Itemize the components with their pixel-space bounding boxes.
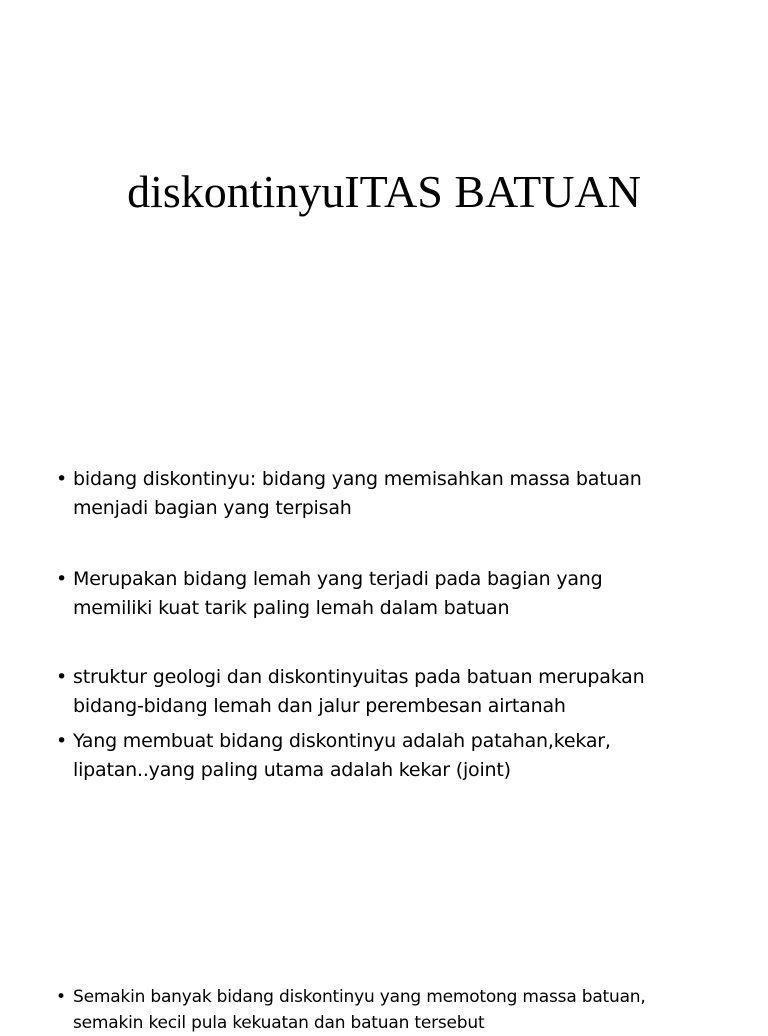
bullet-item-4 — [56, 727, 716, 785]
bullet-marker: • — [56, 666, 68, 688]
bullet-item-2 — [56, 565, 716, 623]
bullet-marker: • — [56, 568, 68, 590]
bullet-text-line: memiliki kuat tarik paling lemah dalam batuan — [73, 597, 510, 619]
bullet-text-line: semakin kecil pula kekuatan dan batuan tersebut — [73, 1013, 485, 1033]
bullet-text-line: Semakin banyak bidang diskontinyu yang memotong massa batuan, — [73, 987, 646, 1007]
bullet-text-line: bidang-bidang lemah dan jalur perembesan airtanah — [73, 695, 566, 717]
bullet-text-line: Yang membuat bidang diskontinyu adalah patahan,kekar, — [73, 730, 611, 752]
bullet-text-line: bidang diskontinyu: bidang yang memisahkan massa batuan — [73, 468, 642, 490]
bullet-text-line: struktur geologi dan diskontinyuitas pada batuan merupakan — [73, 666, 645, 688]
bullet-marker: • — [56, 730, 68, 752]
bullet-item-1 — [56, 465, 716, 523]
bullet-marker: • — [56, 468, 68, 490]
bullet-text-line: Merupakan bidang lemah yang terjadi pada bagian yang — [73, 568, 603, 590]
bullet-text-line: lipatan..yang paling utama adalah kekar (joint) — [73, 759, 511, 781]
bullet-item-5 — [56, 984, 716, 1036]
bullet-marker: • — [56, 987, 66, 1007]
slide-title: diskontinyuITAS BATUAN — [127, 166, 641, 217]
bullet-text-line: menjadi bagian yang terpisah — [73, 497, 352, 519]
bullet-item-3 — [56, 663, 716, 721]
